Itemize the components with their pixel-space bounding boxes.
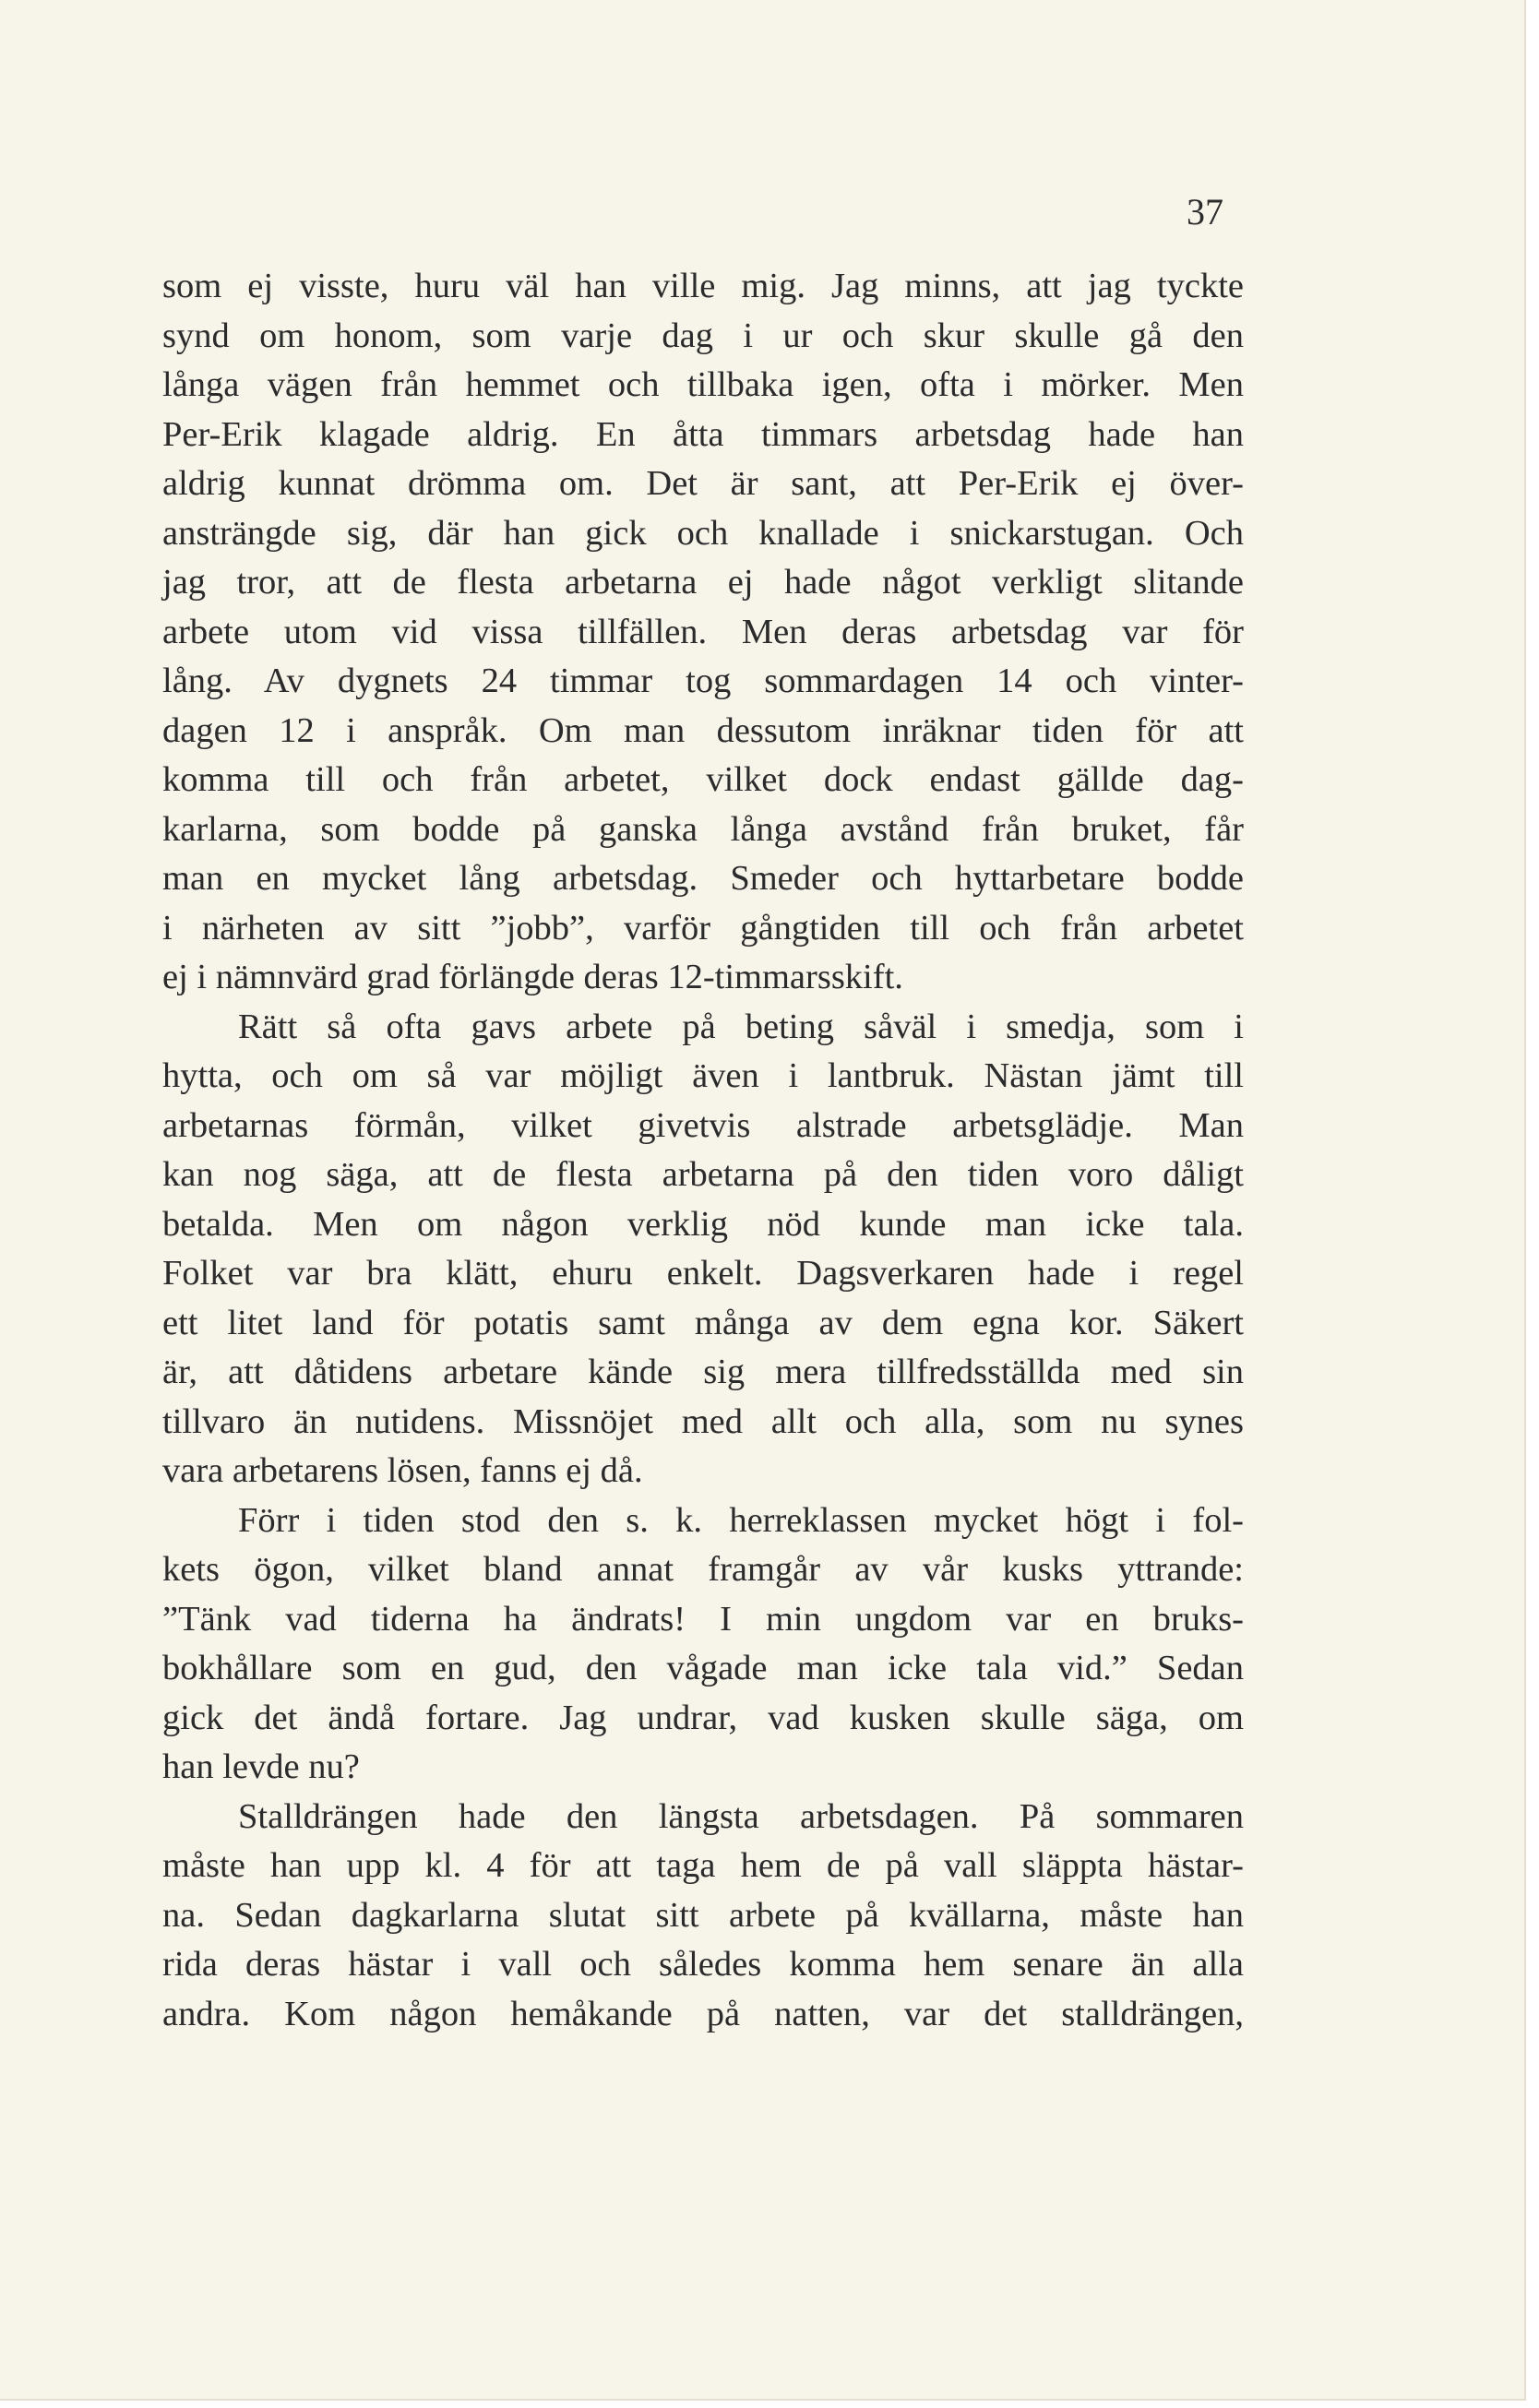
paragraph-3 (162, 1496, 1244, 1793)
text-line: hytta, och om så var möjligt även i lantbruk. Nästan jämt till (162, 1056, 1244, 1095)
body-text (162, 262, 1244, 2039)
text-line: ej i nämnvärd grad förlängde deras 12-timmarsskift. (162, 958, 903, 996)
paragraph-2 (162, 1003, 1244, 1496)
text-line: Stalldrängen hade den längsta arbetsdagen. På sommaren (238, 1796, 1244, 1836)
text-line: bokhållare som en gud, den vågade man icke tala vid.” Sedan (162, 1649, 1244, 1687)
text-line: na. Sedan dagkarlarna slutat sitt arbete på kvällarna, måste han (162, 1895, 1244, 1935)
text-line: man en mycket lång arbetsdag. Smeder och hyttarbetare bodde (162, 859, 1244, 898)
text-line: ansträngde sig, där han gick och knallade i snickarstugan. Och (162, 513, 1244, 553)
text-line: kan nog säga, att de flesta arbetarna på den tiden voro dåligt (162, 1155, 1244, 1194)
text-line: gick det ändå fortare. Jag undrar, vad kusken skulle säga, om (162, 1698, 1244, 1737)
text-line: arbetarnas förmån, vilket givetvis alstrade arbetsglädje. Man (162, 1105, 1244, 1145)
text-line: Rätt så ofta gavs arbete på beting såväl i smedja, som i (238, 1007, 1244, 1046)
text-line: Förr i tiden stod den s. k. herreklassen mycket högt i fol- (238, 1500, 1244, 1540)
text-line: Folket var bra klätt, ehuru enkelt. Dagsverkaren hade i regel (162, 1254, 1244, 1293)
text-line: ett litet land för potatis samt många av dem egna kor. Säkert (162, 1303, 1244, 1342)
text-line: karlarna, som bodde på ganska långa avstånd från bruket, får (162, 809, 1244, 849)
text-line: Per-Erik klagade aldrig. En åtta timmars arbetsdag hade han (162, 414, 1244, 454)
paragraph-4 (162, 1793, 1244, 2040)
page-number: 37 (1187, 191, 1223, 232)
text-line: ”Tänk vad tiderna ha ändrats! I min ungdom var en bruks- (162, 1599, 1244, 1639)
text-line: dagen 12 i anspråk. Om man dessutom inräknar tiden för att (162, 710, 1244, 750)
text-line: arbete utom vid vissa tillfällen. Men deras arbetsdag var för (162, 612, 1244, 651)
text-line: är, att dåtidens arbetare kände sig mera tillfredsställda med sin (162, 1353, 1244, 1391)
text-line: tillvaro än nutidens. Missnöjet med allt och alla, som nu synes (162, 1401, 1244, 1441)
text-line: betalda. Men om någon verklig nöd kunde man icke tala. (162, 1204, 1244, 1244)
text-line: rida deras hästar i vall och således komma hem senare än alla (162, 1945, 1244, 1984)
text-line: synd om honom, som varje dag i ur och skur skulle gå den (162, 316, 1244, 355)
text-line: som ej visste, huru väl han ville mig. Jag minns, att jag tyckte (162, 267, 1244, 305)
text-line: komma till och från arbetet, vilket dock endast gällde dag- (162, 760, 1244, 799)
text-line: måste han upp kl. 4 för att taga hem de på vall släppta hästar- (162, 1846, 1244, 1885)
text-line: aldrig kunnat drömma om. Det är sant, att Per-Erik ej över- (162, 464, 1244, 503)
text-line: andra. Kom någon hemåkande på natten, var det stalldrängen, (162, 1994, 1244, 2033)
text-line: vara arbetarens lösen, fanns ej då. (162, 1451, 643, 1490)
text-line: han levde nu? (162, 1747, 360, 1786)
paragraph-1 (162, 262, 1244, 1003)
text-line: långa vägen från hemmet och tillbaka igen, ofta i mörker. Men (162, 365, 1244, 404)
text-line: jag tror, att de flesta arbetarna ej hade något verkligt slitande (162, 563, 1244, 602)
text-line: lång. Av dygnets 24 timmar tog sommardagen 14 och vinter- (162, 662, 1244, 700)
text-line: kets ögon, vilket bland annat framgår av vår kusks yttrande: (162, 1550, 1244, 1589)
text-line: i närheten av sitt ”jobb”, varför gångtiden till och från arbetet (162, 908, 1244, 948)
